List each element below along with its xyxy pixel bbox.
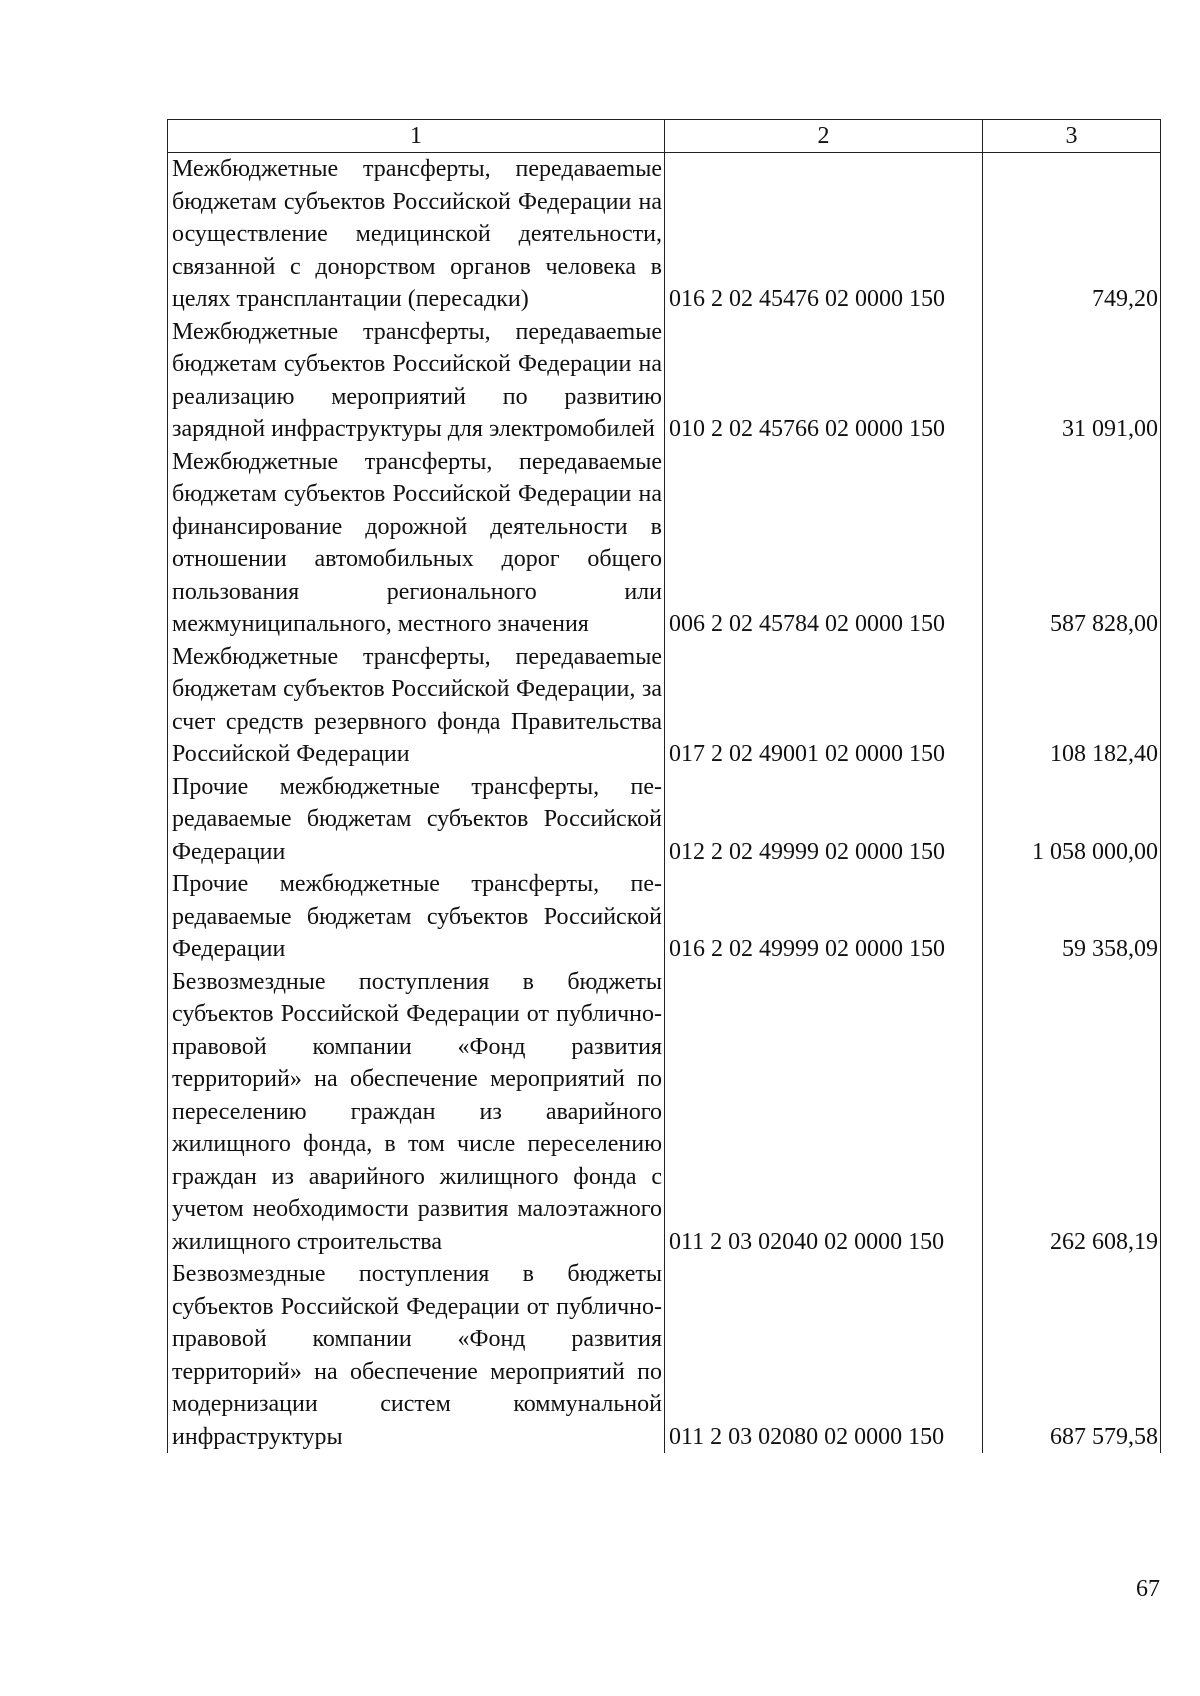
row-description: Межбюджетные трансферты, передаваемые бюджетам субъектов Российской Федерации на финансирование дорожной деятельности в отношении автомобильных дорог общего пользования регионального или межмуниципального, местного значения: [168, 446, 665, 641]
row-amount: 59 358,09: [983, 868, 1161, 966]
row-description: Безвозмездные поступления в бюджеты субъектов Российской Федерации от публично-правовой компании «Фонд развития территорий» на обеспечение мероприятий по модернизации систем коммунальной инфраструктуры: [168, 1258, 665, 1453]
row-budget-code: 010 2 02 45766 02 0000 150: [665, 316, 983, 446]
row-description: Межбюджетные трансферты, передаваеmые бюджетам субъектов Российской Федерации, за счет средств резервного фонда Правительства Российской Федерации: [168, 641, 665, 771]
header-col-2: 2: [665, 120, 983, 153]
table-header-row: [168, 120, 1161, 153]
row-amount: 262 608,19: [983, 966, 1161, 1259]
header-col-1: 1: [168, 120, 665, 153]
row-budget-code: 011 2 03 02080 02 0000 150: [665, 1258, 983, 1453]
table-row: [168, 641, 1161, 771]
table-row: [168, 153, 1161, 316]
row-description: Прочие межбюджетные трансферты, передаваемые бюджетам субъектов Российской Федерации: [168, 868, 665, 966]
table-row: [168, 868, 1161, 966]
row-amount: 749,20: [983, 153, 1161, 316]
row-amount: 31 091,00: [983, 316, 1161, 446]
row-budget-code: 012 2 02 49999 02 0000 150: [665, 771, 983, 869]
header-col-3: 3: [983, 120, 1161, 153]
row-amount: 108 182,40: [983, 641, 1161, 771]
row-amount: 687 579,58: [983, 1258, 1161, 1453]
row-amount: 1 058 000,00: [983, 771, 1161, 869]
table-row: [168, 1258, 1161, 1453]
row-budget-code: 006 2 02 45784 02 0000 150: [665, 446, 983, 641]
table-row: [168, 771, 1161, 869]
table-row: [168, 316, 1161, 446]
row-budget-code: 016 2 02 49999 02 0000 150: [665, 868, 983, 966]
page-number: 67: [1136, 1576, 1160, 1602]
row-description: Безвозмездные поступления в бюджеты субъектов Российской Федерации от публично-правовой компании «Фонд развития территорий» на обеспечение мероприятий по переселению граждан из аварийного жилищного фонда, в том числе переселению граждан из аварийного жилищного фонда с учетом необходимости развития малоэтажного жилищного строительства: [168, 966, 665, 1259]
row-budget-code: 016 2 02 45476 02 0000 150: [665, 153, 983, 316]
row-description: Межбюджетные трансферты, передаваеmые бюджетам субъектов Российской Федерации на реализацию мероприятий по развитию зарядной инфраструктуры для электромобилей: [168, 316, 665, 446]
row-budget-code: 017 2 02 49001 02 0000 150: [665, 641, 983, 771]
row-description: Прочие межбюджетные трансферты, передаваемые бюджетам субъектов Российской Федерации: [168, 771, 665, 869]
table-row: [168, 966, 1161, 1259]
row-amount: 587 828,00: [983, 446, 1161, 641]
table-row: [168, 446, 1161, 641]
row-budget-code: 011 2 03 02040 02 0000 150: [665, 966, 983, 1259]
row-description: Межбюджетные трансферты, передаваеmые бюджетам субъектов Российской Федерации на осуществление медицинской деятельности, связанной с донорством органов человека в целях трансплантации (пересадки): [168, 153, 665, 316]
budget-table: [167, 119, 1161, 1453]
